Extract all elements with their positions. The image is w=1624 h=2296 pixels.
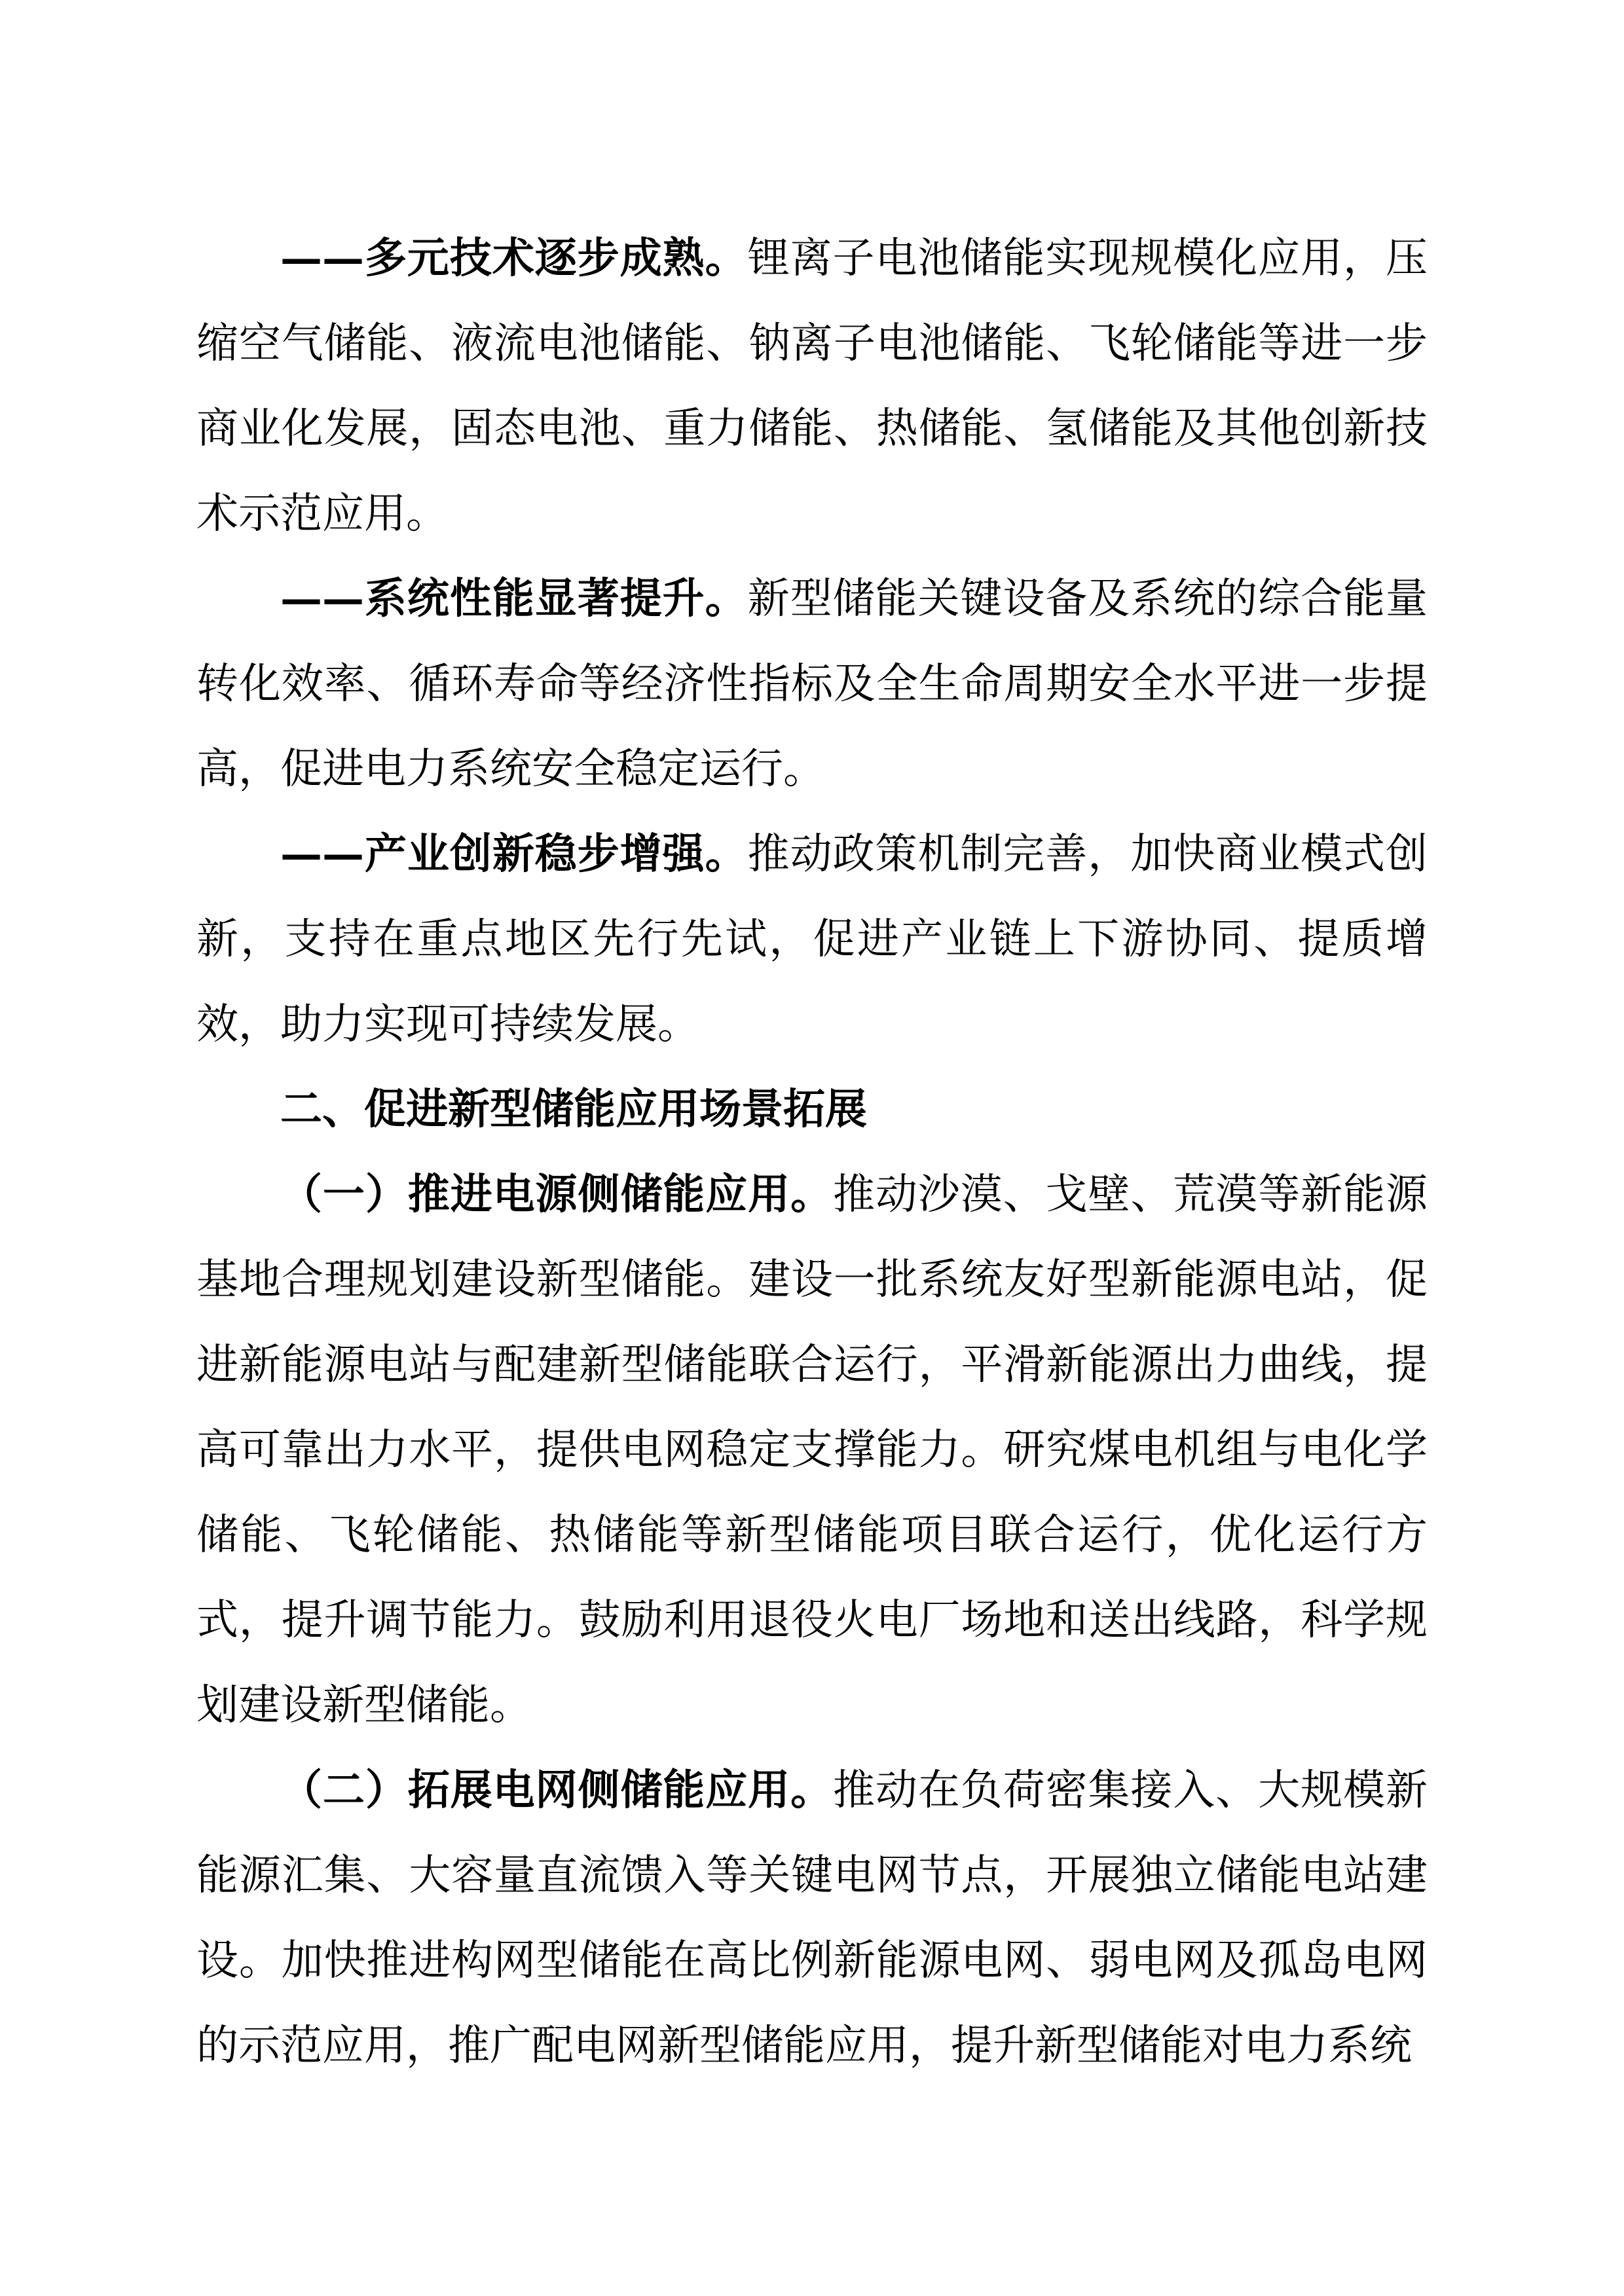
paragraph-power-source-side: [196, 1152, 1428, 1748]
paragraph-lead-diverse-technology: ——多元技术逐步成熟。: [280, 234, 748, 283]
paragraph-system-performance: [196, 556, 1428, 812]
paragraph-lead-power-source-side: （一）推进电源侧储能应用。: [280, 1170, 833, 1219]
document-body: [196, 216, 1428, 2088]
paragraph-text-industry-innovation: 推动政策机制完善，加快商业模式创新，支持在重点地区先行先试，促进产业链上下游协同、提质增效，助力实现可持续发展。: [196, 830, 1428, 1049]
paragraph-diverse-technology: [196, 216, 1428, 556]
paragraph-text-diverse-technology: 锂离子电池储能实现规模化应用，压缩空气储能、液流电池储能、钠离子电池储能、飞轮储能等进一步商业化发展，固态电池、重力储能、热储能、氢储能及其他创新技术示范应用。: [196, 234, 1428, 538]
paragraph-text-power-source-side: 推动沙漠、戈壁、荒漠等新能源基地合理规划建设新型储能。建设一批系统友好型新能源电站，促进新能源电站与配建新型储能联合运行，平滑新能源出力曲线，提高可靠出力水平，提供电网稳定支撑能力。研究煤电机组与电化学储能、飞轮储能、热储能等新型储能项目联合运行，优化运行方式，提升调节能力。鼓励利用退役火电厂场地和送出线路，科学规划建设新型储能。: [196, 1171, 1428, 1730]
paragraph-lead-grid-side: （二）拓展电网侧储能应用。: [280, 1766, 833, 1815]
section-heading-application-scenarios: 二、促进新型储能应用场景拓展: [280, 1085, 867, 1134]
paragraph-lead-industry-innovation: ——产业创新稳步增强。: [280, 829, 748, 879]
paragraph-text-grid-side: 推动在负荷密集接入、大规模新能源汇集、大容量直流馈入等关键电网节点，开展独立储能电站建设。加快推进构网型储能在高比例新能源电网、弱电网及孤岛电网的示范应用，推广配电网新型储能应用，提升新型储能对电力系统: [196, 1766, 1428, 2070]
paragraph-text-system-performance: 新型储能关键设备及系统的综合能量转化效率、循环寿命等经济性指标及全生命周期安全水平进一步提高，促进电力系统安全稳定运行。: [196, 575, 1428, 793]
paragraph-lead-system-performance: ——系统性能显著提升。: [280, 574, 748, 623]
paragraph-industry-innovation: [196, 812, 1428, 1067]
paragraph-grid-side: [196, 1748, 1428, 2088]
